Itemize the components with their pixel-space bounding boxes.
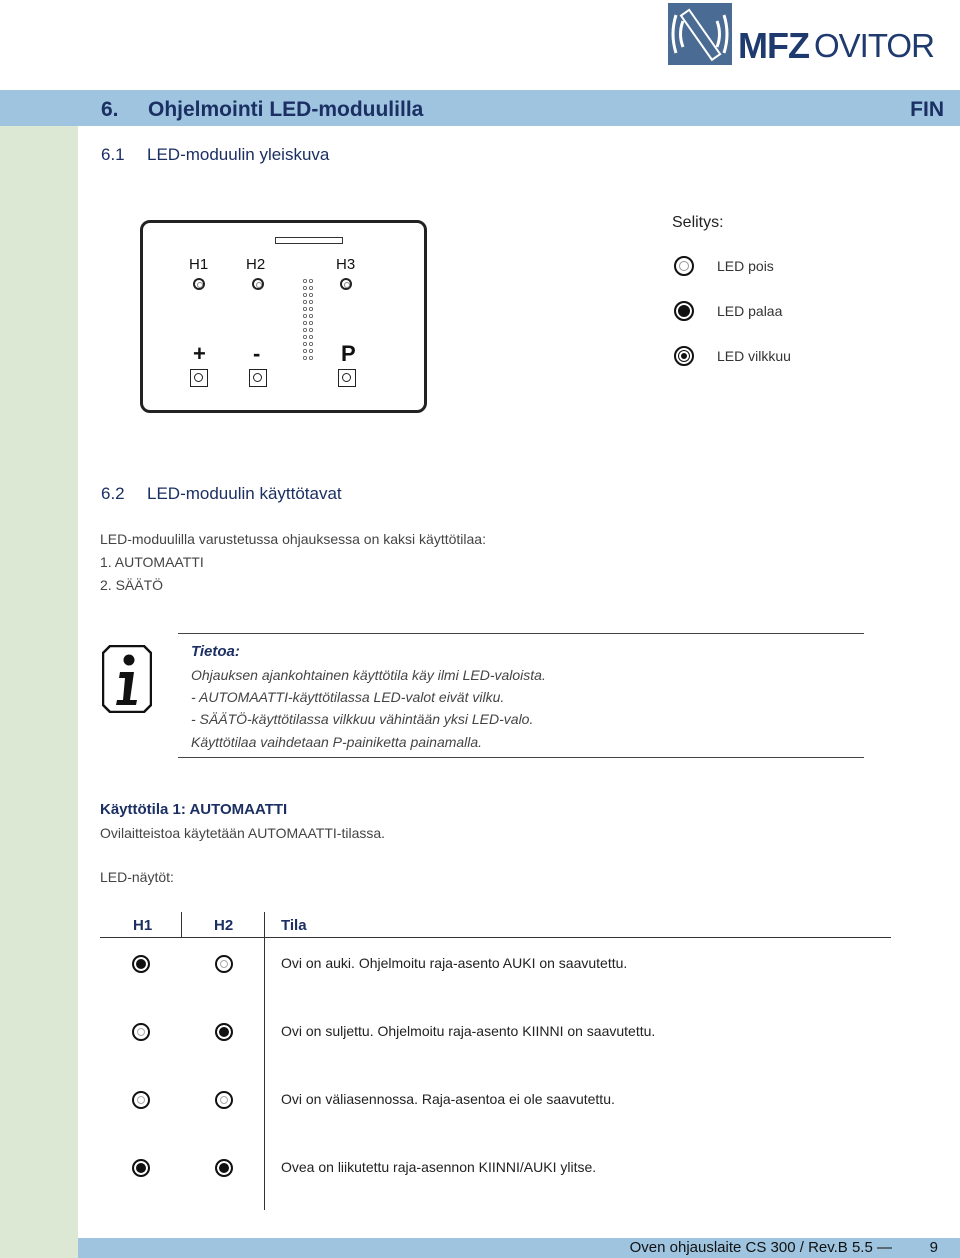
minus-button-label: - — [253, 341, 261, 366]
mode-item-1: 1. AUTOMAATTI — [100, 554, 204, 570]
subsection-title: LED-moduulin käyttötavat — [147, 484, 342, 503]
page-number: 9 — [929, 1239, 938, 1256]
column-divider — [181, 912, 182, 937]
info-icon — [102, 645, 152, 713]
section-title-bar — [0, 90, 960, 126]
mode1-title: Käyttötila 1: AUTOMAATTI — [100, 801, 288, 818]
vent-dots-icon — [302, 278, 314, 362]
led-h2-icon — [252, 278, 264, 290]
mode1-desc: Ovilaitteistoa käytetään AUTOMAATTI-tilassa. — [100, 825, 386, 841]
subsection-number: 6.2 — [101, 484, 125, 503]
table-header-rule — [100, 937, 891, 938]
led-module-panel — [140, 220, 427, 413]
row3-h1-led-icon — [132, 1091, 150, 1109]
led-displays-label: LED-näytöt: — [100, 869, 174, 885]
logo-brand-text: MFZ — [738, 25, 809, 66]
legend-label: LED pois — [717, 258, 774, 274]
row1-h1-led-icon — [132, 955, 150, 973]
info-title: Tietoa: — [191, 643, 240, 660]
row3-h2-led-icon — [215, 1091, 233, 1109]
row2-h1-led-icon — [132, 1023, 150, 1041]
led-on-icon — [674, 301, 694, 321]
minus-button[interactable] — [249, 369, 267, 387]
section-number: 6. — [101, 98, 119, 121]
info-line-3: - SÄÄTÖ-käyttötilassa vilkkuu vähintään yksi LED-valo. — [191, 711, 534, 727]
subsection-number: 6.1 — [101, 145, 125, 164]
row1-status: Ovi on auki. Ohjelmoitu raja-asento AUKI on saavutettu. — [281, 955, 628, 971]
label-h1: H1 — [189, 256, 209, 273]
label-h3: H3 — [336, 256, 356, 273]
row4-status: Ovea on liikutettu raja-asennon KIINNI/AUKI ylitse. — [281, 1159, 597, 1175]
row1-h2-led-icon — [215, 955, 233, 973]
p-button[interactable] — [338, 369, 356, 387]
row2-status: Ovi on suljettu. Ohjelmoitu raja-asento KIINNI on saavutettu. — [281, 1023, 656, 1039]
mfz-ovitor-logo — [668, 3, 934, 67]
row3-status: Ovi on väliasennossa. Raja-asentoa ei ole saavutettu. — [281, 1091, 615, 1107]
info-bottom-rule — [178, 757, 864, 758]
led-h3-icon — [340, 278, 352, 290]
legend-title: Selitys: — [672, 214, 724, 231]
modes-intro: LED-moduulilla varustetussa ohjauksessa on kaksi käyttötilaa: — [100, 531, 486, 547]
row4-h1-led-icon — [132, 1159, 150, 1177]
column-header-h1: H1 — [133, 917, 153, 934]
logo-name-text: OVITOR — [814, 27, 934, 64]
row4-h2-led-icon — [215, 1159, 233, 1177]
p-button-label: P — [341, 341, 356, 366]
module-slot — [275, 237, 343, 244]
mode-item-2: 2. SÄÄTÖ — [100, 577, 164, 593]
language-code: FIN — [910, 98, 944, 121]
column-divider — [264, 912, 265, 1210]
led-blink-icon — [674, 346, 694, 366]
plus-button-label: + — [193, 341, 206, 366]
led-h1-icon — [193, 278, 205, 290]
section-title: Ohjelmointi LED-moduulilla — [148, 98, 424, 121]
plus-button[interactable] — [190, 369, 208, 387]
label-h2: H2 — [246, 256, 266, 273]
info-top-rule — [178, 633, 864, 634]
page-footer — [78, 1238, 960, 1258]
subsection-title: LED-moduulin yleiskuva — [147, 145, 330, 164]
column-header-tila: Tila — [281, 917, 307, 934]
footer-text: Oven ohjauslaite CS 300 / Rev.B 5.5 — — [629, 1239, 892, 1256]
legend-label: LED palaa — [717, 303, 783, 319]
column-header-h2: H2 — [214, 917, 234, 934]
left-margin-strip — [0, 125, 78, 1258]
info-line-2: - AUTOMAATTI-käyttötilassa LED-valot eivät vilku. — [191, 689, 505, 705]
led-off-icon — [674, 256, 694, 276]
row2-h2-led-icon — [215, 1023, 233, 1041]
info-line-4: Käyttötilaa vaihdetaan P-painiketta painamalla. — [191, 734, 483, 750]
info-line-1: Ohjauksen ajankohtainen käyttötila käy ilmi LED-valoista. — [191, 667, 546, 683]
legend-label: LED vilkkuu — [717, 348, 791, 364]
